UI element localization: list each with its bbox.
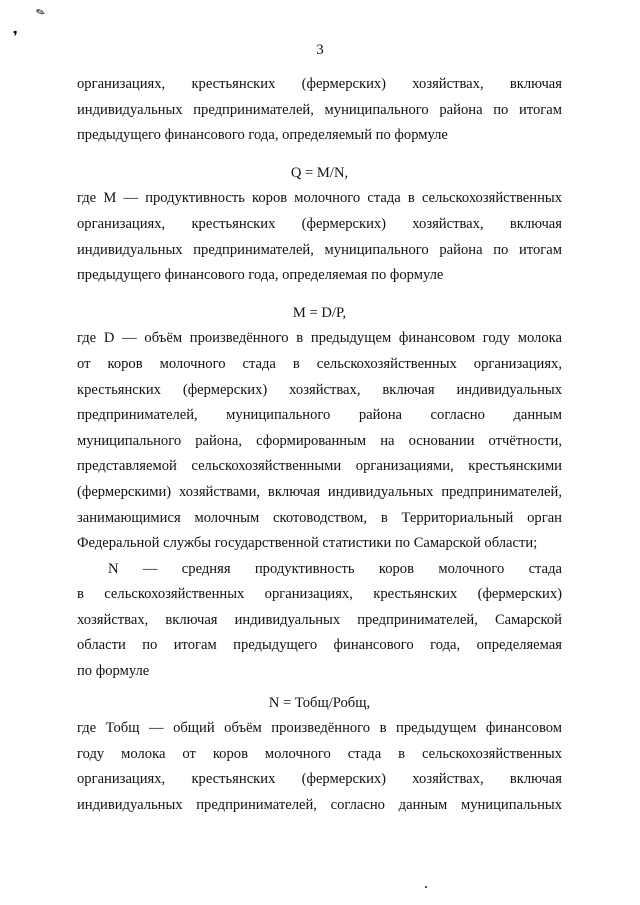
body-line: где D — объём произведённого в предыдущем финансовом году молока (77, 330, 562, 347)
formula-q: Q = M/N, (290, 164, 349, 181)
document-body (77, 72, 562, 819)
body-line: организациях, крестьянских (фермерских) хозяйствах, включая (77, 76, 562, 92)
body-line: по формуле (77, 663, 150, 680)
body-line: организациях, крестьянских (фермерских) хозяйствах, включая (77, 215, 562, 232)
body-line: крестьянских (фермерских) хозяйствах, включая индивидуальных (77, 381, 562, 398)
body-line: занимающимися молочным скотоводством, в Территориальный орган (77, 509, 562, 526)
scan-artifact-dot (425, 886, 427, 888)
body-line: предыдущего финансового года, определяемая по формуле (77, 267, 444, 284)
body-line: индивидуальных предпринимателей, согласно данным муниципальных (77, 797, 562, 814)
body-line: представляемой сельскохозяйственными организациями, крестьянскими (77, 458, 562, 475)
body-line: индивидуальных предпринимателей, муниципального района по итогам (77, 101, 562, 118)
body-line: хозяйствах, включая индивидуальных предпринимателей, Самарской (77, 611, 562, 628)
body-line: N — средняя продуктивность коров молочного стада (108, 560, 562, 577)
body-line: муниципального района, сформированным на основании отчётности, (77, 432, 562, 449)
scan-artifact-mark: ✎ (34, 4, 48, 21)
body-line: Федеральной службы государственной статистики по Самарской области; (77, 535, 538, 552)
body-line: организациях, крестьянских (фермерских) хозяйствах, включая (77, 771, 562, 788)
body-line: году молока от коров молочного стада в сельскохозяйственных (77, 745, 562, 762)
formula-m: M = D/P, (292, 304, 347, 321)
body-line: от коров молочного стада в сельскохозяйственных организациях, (77, 355, 562, 372)
body-line: предпринимателей, муниципального района согласно данным (77, 407, 562, 424)
body-line: предыдущего финансового года, определяемый по формуле (77, 127, 448, 144)
body-line: в сельскохозяйственных организациях, крестьянских (фермерских) (77, 586, 562, 603)
scan-artifact-mark: ❜ (13, 29, 18, 45)
body-line: где Тобщ — общий объём произведённого в предыдущем финансовом (77, 720, 562, 737)
body-line: индивидуальных предпринимателей, муниципального района по итогам (77, 241, 562, 258)
body-line: где М — продуктивность коров молочного стада в сельскохозяйственных (77, 190, 562, 207)
body-line: (фермерскими) хозяйствами, включая индивидуальных предпринимателей, (77, 483, 562, 500)
formula-n: N = Тобщ/Робщ, (268, 694, 371, 711)
page-number: 3 (316, 42, 324, 58)
body-line: области по итогам предыдущего финансового года, определяемая (77, 637, 562, 654)
